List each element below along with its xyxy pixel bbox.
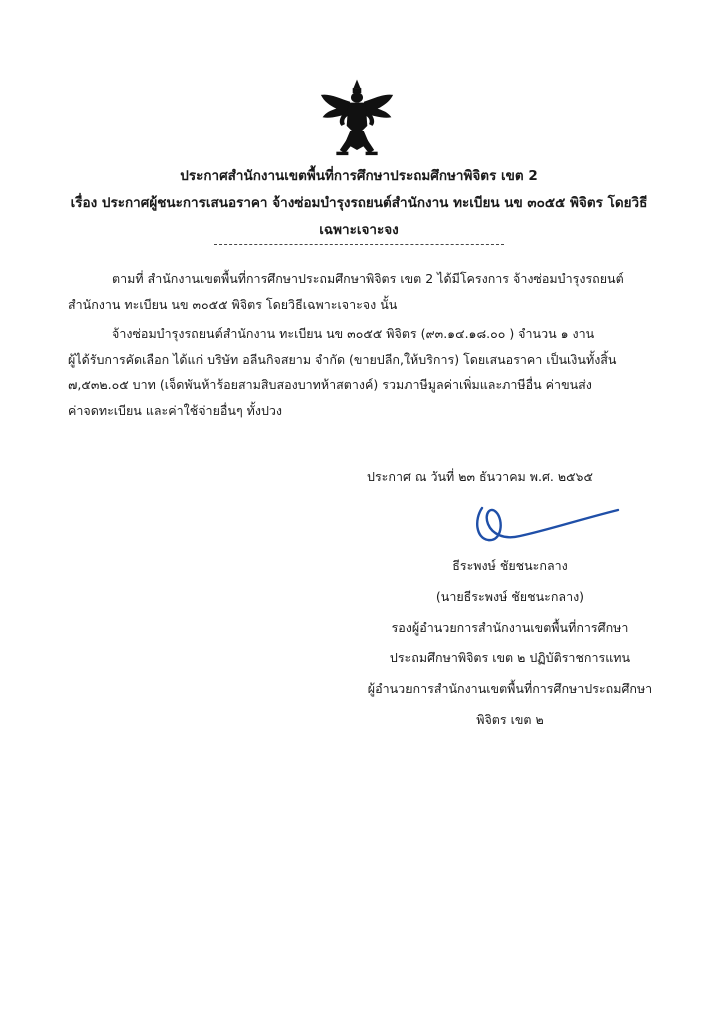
announcement-subject: เรื่อง ประกาศผู้ชนะการเสนอราคา จ้างซ่อมบำรุงรถยนต์สำนักงาน ทะเบียน นข ๓๐๕๕ พิจิตร โดยวิธี — [70, 195, 648, 211]
signer-position: รองผู้อำนวยการสำนักงานเขตพื้นที่การศึกษา — [391, 620, 629, 635]
handwritten-signature — [468, 490, 628, 560]
announcement-subject-cont: เฉพาะเจาะจง — [319, 222, 399, 238]
paragraph-line: จ้างซ่อมบำรุงรถยนต์สำนักงาน ทะเบียน นข ๓๐๕๕ พิจิตร (๙๓.๑๔.๑๘.๐๐ ) จำนวน ๑ งาน — [112, 326, 595, 341]
title-separator — [214, 244, 504, 245]
garuda-emblem-icon — [314, 76, 400, 162]
announcement-title: ประกาศสำนักงานเขตพื้นที่การศึกษาประถมศึกษาพิจิตร เขต 2 — [180, 168, 538, 184]
signer-position: ประถมศึกษาพิจิตร เขต ๒ ปฏิบัติราชการแทน — [389, 650, 631, 665]
paragraph-line: สำนักงาน ทะเบียน นข ๓๐๕๕ พิจิตร โดยวิธีเฉพาะเจาะจง นั้น — [68, 296, 398, 312]
signer-full-name: (นายธีระพงษ์ ชัยชนะกลาง) — [435, 589, 585, 604]
signer-position: พิจิตร เขต ๒ — [476, 712, 544, 727]
signer-name: ธีระพงษ์ ชัยชนะกลาง — [452, 558, 568, 573]
paragraph-line: ค่าจดทะเบียน และค่าใช้จ่ายอื่นๆ ทั้งปวง — [68, 402, 283, 418]
paragraph-line: ตามที่ สำนักงานเขตพื้นที่การศึกษาประถมศึกษาพิจิตร เขต 2 ได้มีโครงการ จ้างซ่อมบำรุงรถยนต์ — [112, 271, 624, 286]
paragraph-award — [68, 321, 668, 423]
paragraph-line: ผู้ได้รับการคัดเลือก ได้แก่ บริษัท อลีนกิจสยาม จำกัด (ขายปลีก,ให้บริการ) โดยเสนอราคา เป็นเงินทั้งสิ้น — [68, 351, 617, 367]
signer-position: ผู้อำนวยการสำนักงานเขตพื้นที่การศึกษาประถมศึกษา — [367, 681, 653, 696]
paragraph-line: ๗,๕๓๒.๐๕ บาท (เจ็ดพันห้าร้อยสามสิบสองบาทห้าสตางค์) รวมภาษีมูลค่าเพิ่มและภาษีอื่น ค่าขนส่ง — [68, 377, 592, 392]
announcement-date: ประกาศ ณ วันที่ ๒๓ ธันวาคม พ.ศ. ๒๕๖๕ — [367, 469, 593, 484]
paragraph-reference — [68, 266, 668, 317]
